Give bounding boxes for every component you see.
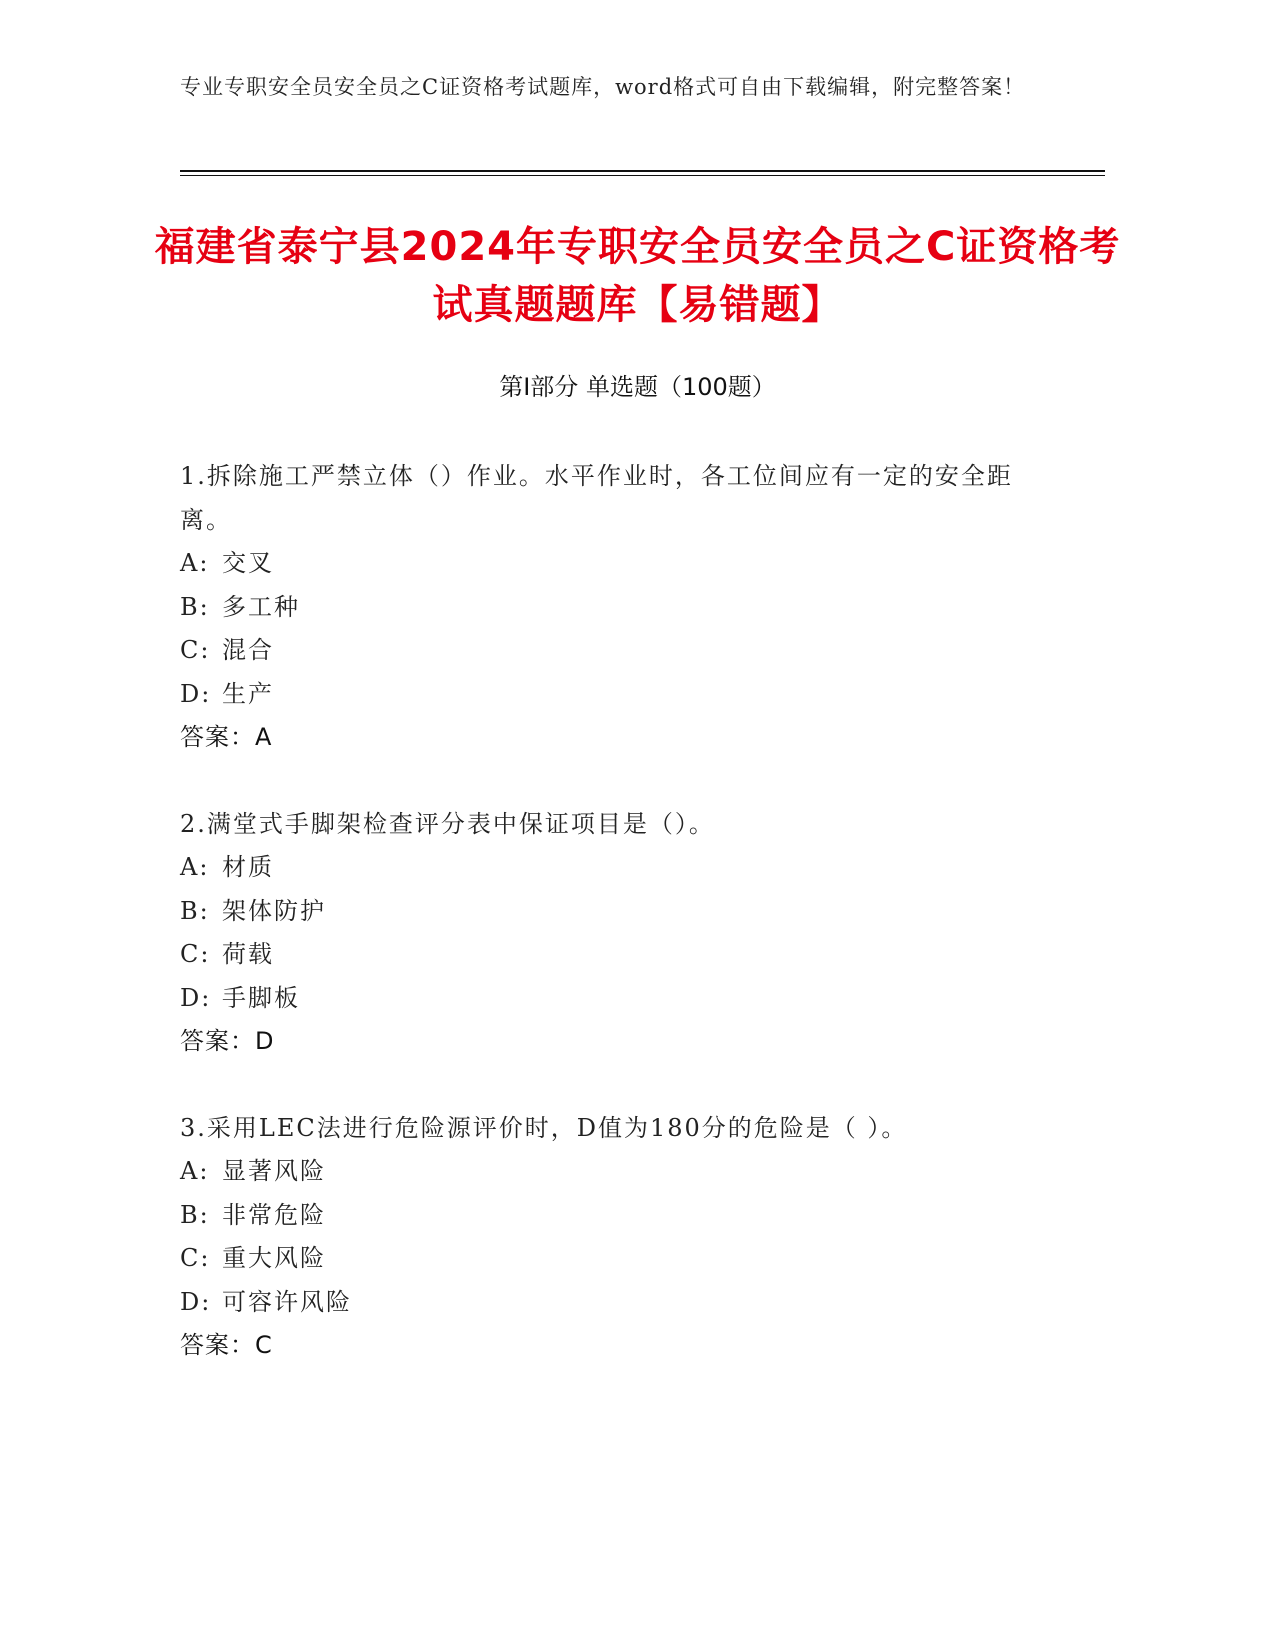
header-divider-thin [180,175,1105,176]
option-text: 多工种 [222,592,300,621]
question-stem: 1.拆除施工严禁立体（）作业。水平作业时，各工位间应有一定的安全距离。 [180,462,1013,534]
question-item [180,803,1040,1064]
option-text: 重大风险 [222,1244,326,1272]
option-letter: D: [180,1287,212,1316]
option-text: 非常危险 [222,1200,326,1229]
question-list [180,455,1040,1411]
option-text: 荷载 [222,940,274,968]
question-stem: 2.满堂式手脚架检查评分表中保证项目是（）。 [180,809,715,838]
section-heading: 第I部分 单选题（100题） [499,373,776,401]
option-c [180,629,1040,673]
answer-line: 答案：D [180,1027,275,1055]
option-letter: A: [180,853,210,881]
option-letter: C: [180,1244,211,1272]
option-text: 交叉 [222,549,274,577]
answer-line: 答案：C [180,1331,273,1359]
option-c [180,1237,1040,1281]
option-text: 材质 [222,853,274,881]
question-item [180,455,1040,760]
option-b [180,890,1040,934]
option-letter: A: [180,549,210,577]
option-text: 手脚板 [222,983,300,1012]
header-divider-thick [180,170,1105,172]
document-title: 福建省泰宁县2024年专职安全员安全员之C证资格考试真题题库【易错题】 [154,224,1121,328]
option-letter: D: [180,679,212,708]
option-a [180,1150,1040,1194]
option-text: 显著风险 [222,1157,326,1185]
option-letter: B: [180,1200,210,1229]
answer-line: 答案：A [180,723,273,751]
option-letter: C: [180,636,211,664]
option-b [180,586,1040,630]
option-letter: C: [180,940,211,968]
option-a [180,542,1040,586]
header-note: 专业专职安全员安全员之C证资格考试题库，word格式可自由下载编辑，附完整答案！ [180,75,1026,99]
option-d [180,977,1040,1021]
option-letter: B: [180,592,210,621]
option-text: 生产 [222,679,274,708]
question-item [180,1107,1040,1368]
option-a [180,846,1040,890]
option-text: 架体防护 [222,896,326,925]
option-d [180,1281,1040,1325]
question-stem: 3.采用LEC法进行危险源评价时，D值为180分的危险是（ ）。 [180,1113,908,1142]
option-c [180,933,1040,977]
option-letter: A: [180,1157,210,1185]
option-b [180,1194,1040,1238]
option-letter: D: [180,983,212,1012]
option-text: 混合 [222,636,274,664]
option-letter: B: [180,896,210,925]
option-text: 可容许风险 [222,1287,352,1316]
option-d [180,673,1040,717]
